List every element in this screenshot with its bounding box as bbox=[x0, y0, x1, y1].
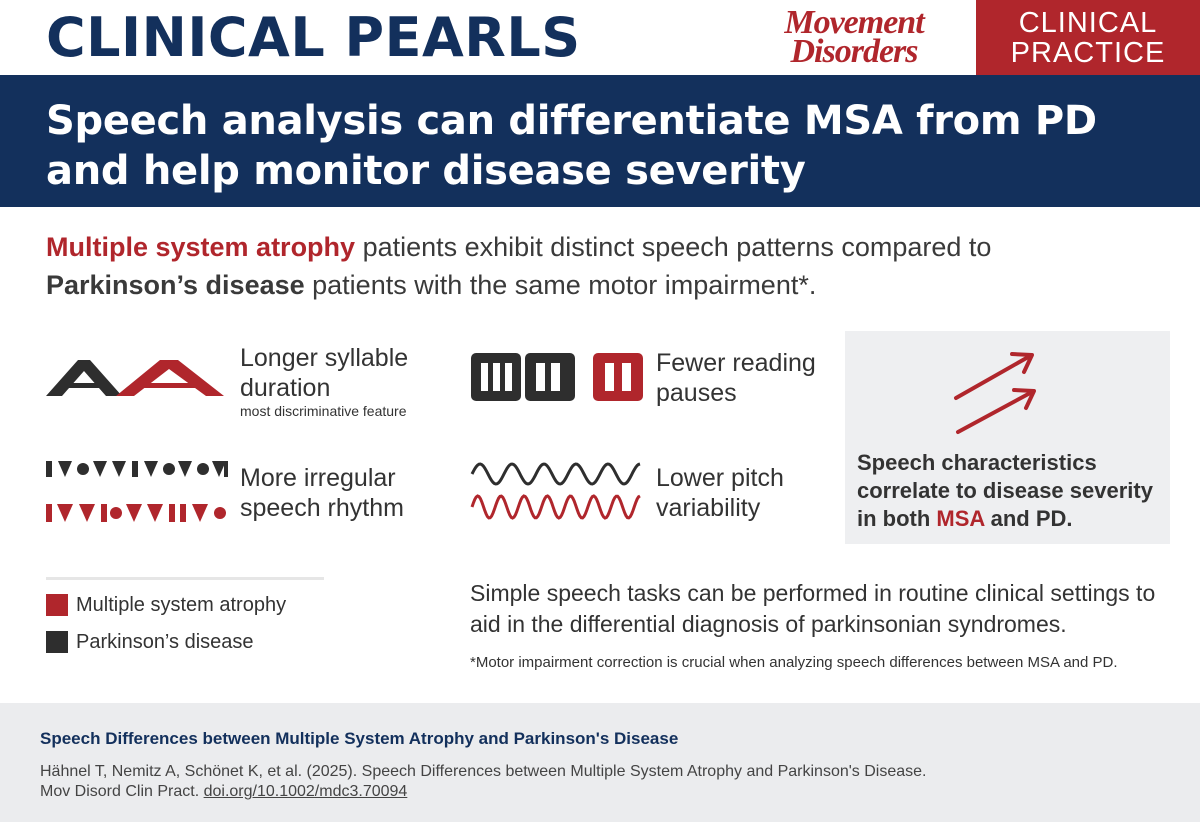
severity-text bbox=[857, 449, 1162, 533]
citation-line1: Hähnel T, Nemitz A, Schönet K, et al. (2025). Speech Differences between Multiple System Atrophy and Parkinson's Disease. bbox=[40, 763, 927, 780]
journal-logo-line1: Movement bbox=[784, 4, 924, 41]
reference-citation bbox=[40, 762, 1140, 802]
journal-badge-line1: CLINICAL bbox=[1018, 7, 1158, 39]
pauses-feature-label bbox=[656, 348, 816, 408]
rhythm-feature-label bbox=[240, 463, 404, 523]
legend-swatch-msa bbox=[46, 594, 68, 616]
msa-term: Multiple system atrophy bbox=[46, 232, 356, 262]
legend-label-msa: Multiple system atrophy bbox=[76, 594, 287, 616]
intro-text-part1: patients exhibit distinct speech patterns compared to bbox=[355, 232, 992, 262]
legend-divider bbox=[46, 577, 324, 580]
syllable-line2: duration bbox=[240, 374, 331, 402]
pause-bars-icon bbox=[471, 353, 643, 401]
sine-wave-icon bbox=[470, 458, 642, 524]
severity-line1: Speech characteristics bbox=[857, 450, 1097, 475]
syllable-letters-icon bbox=[46, 358, 226, 398]
pauses-line1: Fewer reading bbox=[656, 349, 816, 377]
series-title: CLINICAL PEARLS bbox=[46, 6, 581, 69]
rising-arrows-icon bbox=[950, 348, 1040, 438]
pitch-line2: variability bbox=[656, 494, 761, 522]
severity-line3-pre: in both bbox=[857, 506, 937, 531]
syllable-feature-label bbox=[240, 343, 408, 403]
headline: Speech analysis can differentiate MSA from PD and help monitor disease severity bbox=[46, 98, 1097, 194]
severity-msa-term: MSA bbox=[936, 506, 985, 531]
rhythm-pattern-icon bbox=[46, 458, 228, 524]
pitch-line1: Lower pitch bbox=[656, 464, 784, 492]
severity-line3-post: and PD. bbox=[984, 506, 1073, 531]
severity-line2: correlate to disease severity bbox=[857, 478, 1153, 503]
conclusion-text: Simple speech tasks can be performed in routine clinical settings to aid in the differential diagnosis of parkinsonian syndromes. bbox=[470, 580, 1156, 637]
citation-line2 bbox=[40, 782, 1140, 802]
intro-text bbox=[46, 228, 1166, 304]
legend-label-pd: Parkinson’s disease bbox=[76, 631, 254, 653]
rhythm-line2: speech rhythm bbox=[240, 494, 404, 522]
syllable-line1: Longer syllable bbox=[240, 344, 409, 372]
syllable-note: most discriminative feature bbox=[240, 403, 407, 419]
footnote: *Motor impairment correction is crucial when analyzing speech differences between MSA and PD. bbox=[470, 654, 1118, 671]
intro-text-part2: patients with the same motor impairment*. bbox=[304, 270, 817, 300]
legend-swatch-pd bbox=[46, 631, 68, 653]
rhythm-line1: More irregular bbox=[240, 464, 396, 492]
journal-logo bbox=[765, 4, 943, 70]
pauses-line2: pauses bbox=[656, 379, 737, 407]
pd-term: Parkinson’s disease bbox=[46, 270, 305, 300]
journal-logo-line2: Disorders bbox=[790, 33, 918, 70]
pitch-feature-label bbox=[656, 463, 784, 523]
severity-line3 bbox=[857, 505, 1162, 533]
journal-section-badge bbox=[976, 0, 1200, 75]
doi-link[interactable]: doi.org/10.1002/mdc3.70094 bbox=[203, 783, 408, 800]
citation-journal: Mov Disord Clin Pract. bbox=[40, 783, 204, 800]
reference-title: Speech Differences between Multiple System Atrophy and Parkinson's Disease bbox=[40, 729, 679, 748]
journal-badge-line2: PRACTICE bbox=[1010, 37, 1166, 69]
